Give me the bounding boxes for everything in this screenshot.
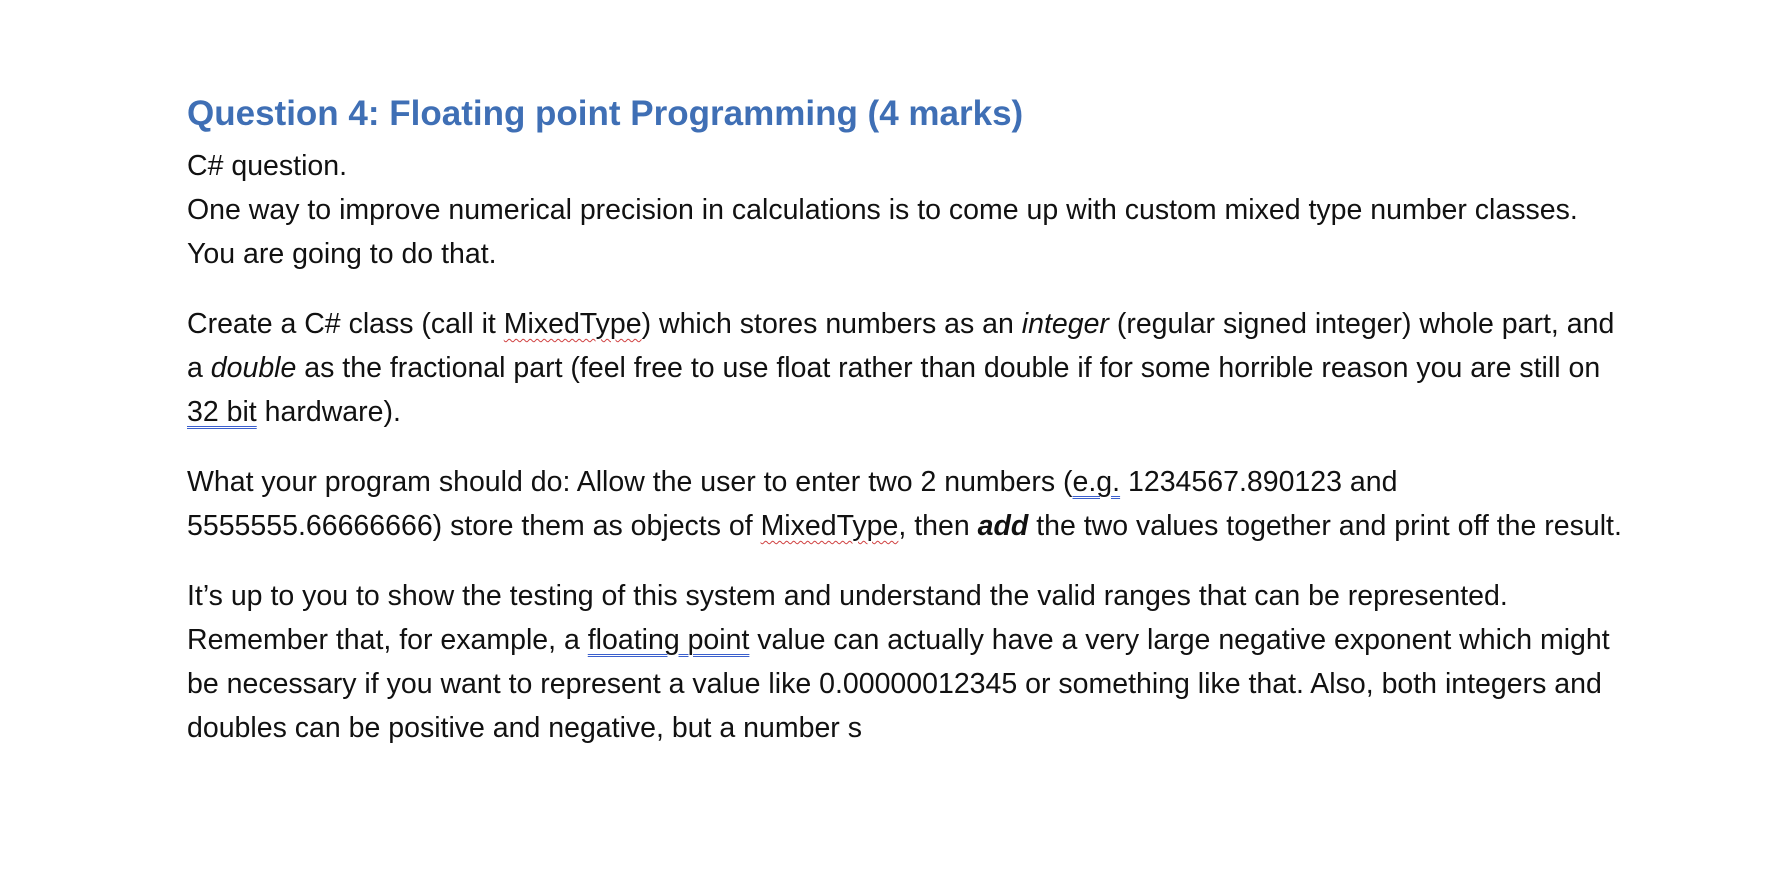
spelling-flagged-word[interactable]: MixedType — [760, 510, 899, 542]
text-run: 1234567.890123 and 5555555.66666666) store them as objects of — [187, 466, 1398, 542]
grammar-flagged-phrase[interactable]: 32 bit — [187, 396, 257, 428]
text-run: (regular signed integer) whole part, and a — [187, 308, 1615, 384]
paragraph-intro: One way to improve numerical precision in calculations is to come up with custom mixed type number classes. You are going to do that. — [187, 194, 1578, 270]
text-run: as the fractional part (feel free to use float rather than double if for some horrible reason you are still on — [296, 352, 1601, 384]
question-heading: Question 4: Floating point Programming (4 marks) — [187, 94, 1024, 133]
text-run: What your program should do: Allow the user to enter two 2 numbers ( — [187, 466, 1073, 498]
grammar-flagged-phrase[interactable]: floating point — [587, 624, 750, 656]
paragraph-testing — [187, 574, 1627, 750]
italic-text: integer — [1021, 308, 1109, 340]
document-page — [187, 88, 1627, 750]
text-run: value can actually have a very large negative exponent which might be necessary if you want to represent a value like 0.00000012345 or something like that. Also, both integers and doubles can be positive and negative, but a number s — [187, 624, 1610, 744]
grammar-flagged-phrase[interactable]: e.g. — [1072, 466, 1121, 498]
italic-text: double — [210, 352, 297, 384]
bold-italic-text: add — [977, 510, 1029, 542]
text-run: It’s up to you to show the testing of this system and understand the valid ranges that can be represented. Remember that, for example, a — [187, 580, 1508, 656]
paragraph-class-description — [187, 302, 1627, 434]
paragraph-program-requirements — [187, 460, 1627, 548]
text-run: ) which stores numbers as an — [641, 308, 1022, 340]
text-run: hardware). — [256, 396, 401, 428]
text-run: , then — [898, 510, 978, 542]
paragraph-intro-label: C# question. — [187, 150, 348, 182]
spelling-flagged-word[interactable]: MixedType — [503, 308, 642, 340]
text-run: the two values together and print off the result. — [1028, 510, 1622, 542]
text-run: Create a C# class (call it — [187, 308, 504, 340]
